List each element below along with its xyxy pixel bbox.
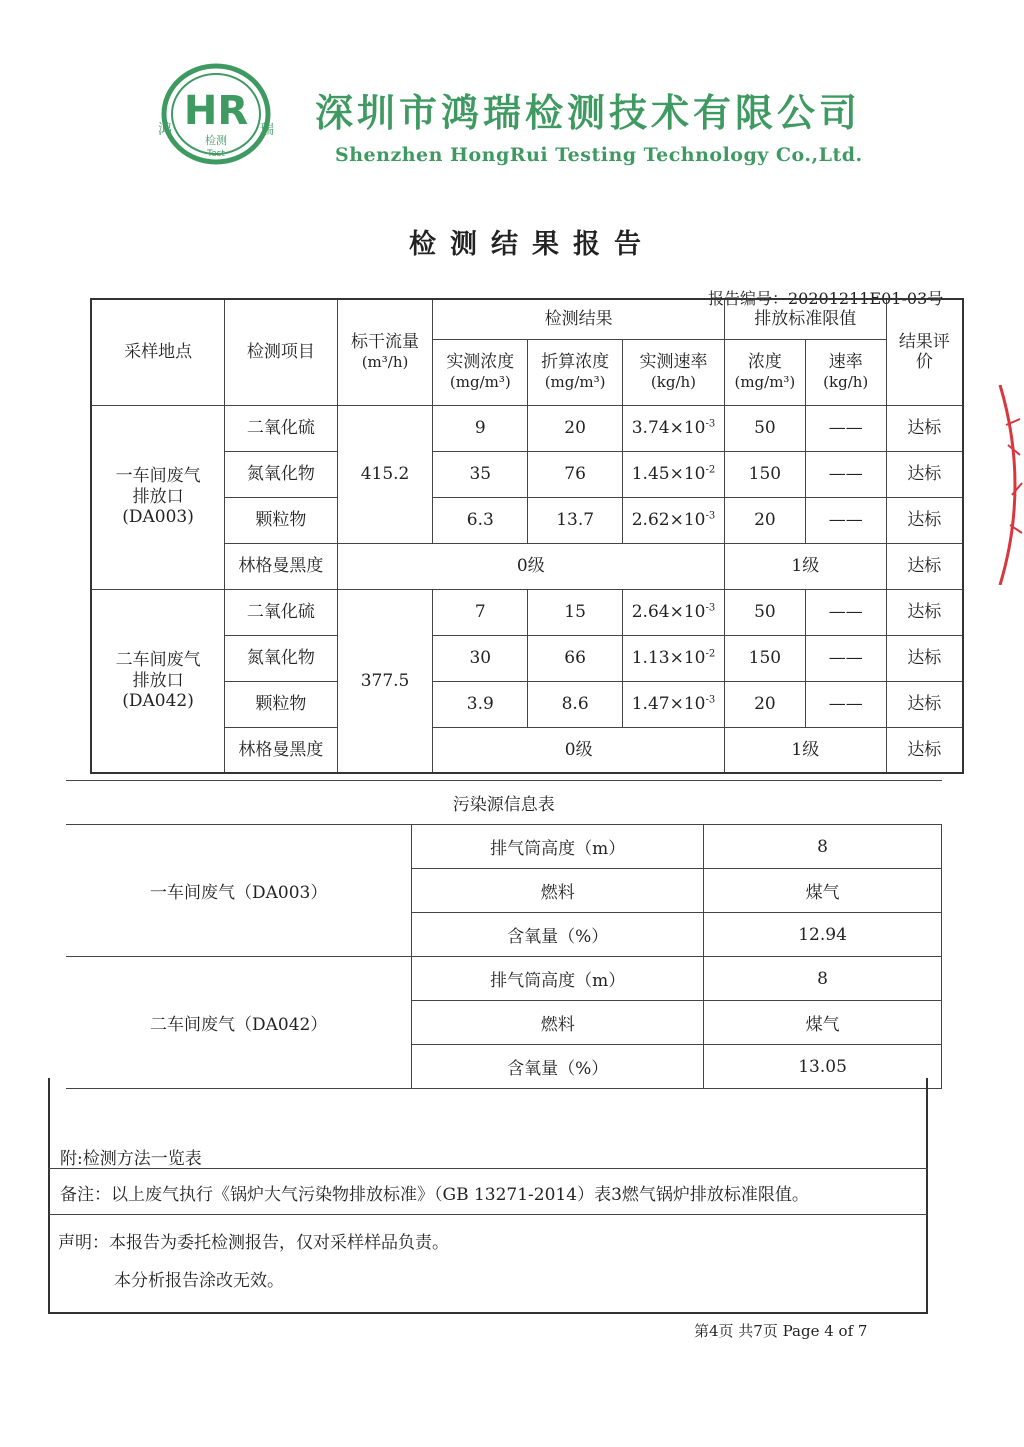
limit-conc-cell: 20 xyxy=(724,681,805,727)
item-cell: 氮氧化物 xyxy=(225,635,337,681)
red-stamp xyxy=(990,385,1024,585)
converted-cell: 20 xyxy=(528,405,623,451)
header-measured-rate: 实测速率 (kg/h) xyxy=(623,339,725,405)
item-cell: 林格曼黑度 xyxy=(225,727,337,773)
header-limit-rate: 速率 (kg/h) xyxy=(805,339,886,405)
measured-cell: 35 xyxy=(433,451,528,497)
header-limit: 排放标准限值 xyxy=(724,299,886,339)
remark-note: 备注：以上废气执行《锅炉大气污染物排放标准》（GB 13271-2014）表3燃气锅炉排放标准限值。 xyxy=(60,1185,809,1205)
converted-cell: 13.7 xyxy=(528,497,623,543)
eval-cell: 达标 xyxy=(886,451,963,497)
measured-cell: 9 xyxy=(433,405,528,451)
item-cell: 二氧化硫 xyxy=(225,405,337,451)
eval-cell: 达标 xyxy=(886,589,963,635)
site-cell: 二车间废气 排放口 (DA042) xyxy=(91,589,225,773)
eval-cell: 达标 xyxy=(886,727,963,773)
page-footer: 第4页 共7页 Page 4 of 7 xyxy=(694,1322,868,1340)
header-site: 采样地点 xyxy=(91,299,225,405)
source-label-cell: 排气筒高度（m） xyxy=(412,957,704,1001)
item-cell: 颗粒物 xyxy=(225,497,337,543)
limit-rate-cell: —— xyxy=(805,451,886,497)
company-name-en: Shenzhen HongRui Testing Technology Co.,Ltd. xyxy=(335,144,863,166)
source-table-title: 污染源信息表 xyxy=(66,781,942,825)
source-value-cell: 8 xyxy=(704,957,942,1001)
limit-rate-cell: —— xyxy=(805,635,886,681)
rate-cell: $1.13\times 10^{-2}$ xyxy=(623,635,725,681)
header-eval: 结果评价 xyxy=(886,299,963,405)
blackness-result-cell: 0级 xyxy=(337,543,724,589)
statement-note: 声明：本报告为委托检测报告，仅对采样样品负责。 xyxy=(58,1233,449,1253)
logo-left-char: 鸿 xyxy=(158,122,172,138)
logo-sub-cn: 检测 xyxy=(205,134,227,147)
limit-rate-cell: —— xyxy=(805,589,886,635)
source-value-cell: 13.05 xyxy=(704,1045,942,1089)
source-value-cell: 12.94 xyxy=(704,913,942,957)
source-value-cell: 煤气 xyxy=(704,869,942,913)
rate-cell: $2.64\times 10^{-3}$ xyxy=(623,589,725,635)
logo-hr: HR xyxy=(183,88,249,134)
header-limit-conc: 浓度 (mg/m³) xyxy=(724,339,805,405)
limit-conc-cell: 20 xyxy=(724,497,805,543)
rate-cell: $1.47\times 10^{-3}$ xyxy=(623,681,725,727)
converted-cell: 8.6 xyxy=(528,681,623,727)
rate-cell: $3.74\times 10^{-3}$ xyxy=(623,405,725,451)
header-flow: 标干流量 (m³/h) xyxy=(337,299,433,405)
logo-sub-en: Test xyxy=(207,149,225,159)
flow-cell: 377.5 xyxy=(337,589,433,773)
limit-rate-cell: —— xyxy=(805,681,886,727)
source-label-cell: 排气筒高度（m） xyxy=(412,825,704,869)
report-number: 报告编号：20201211E01-03号 xyxy=(708,289,944,308)
results-table xyxy=(90,298,964,774)
limit-conc-cell: 150 xyxy=(724,451,805,497)
converted-cell: 66 xyxy=(528,635,623,681)
rate-cell: $1.45\times 10^{-2}$ xyxy=(623,451,725,497)
source-label-cell: 含氧量（%） xyxy=(412,1045,704,1089)
converted-cell: 15 xyxy=(528,589,623,635)
item-cell: 二氧化硫 xyxy=(225,589,337,635)
header-measured-conc: 实测浓度 (mg/m³) xyxy=(433,339,528,405)
company-name-cn: 深圳市鸿瑞检测技术有限公司 xyxy=(315,90,862,135)
blackness-result-cell: 0级 xyxy=(433,727,725,773)
eval-cell: 达标 xyxy=(886,497,963,543)
source-name-cell: 一车间废气（DA003） xyxy=(66,825,412,957)
source-label-cell: 燃料 xyxy=(412,869,704,913)
appendix-note: 附:检测方法一览表 xyxy=(60,1149,202,1169)
source-info-table xyxy=(66,780,942,1089)
item-cell: 颗粒物 xyxy=(225,681,337,727)
measured-cell: 3.9 xyxy=(433,681,528,727)
eval-cell: 达标 xyxy=(886,543,963,589)
header-item: 检测项目 xyxy=(225,299,337,405)
header-results: 检测结果 xyxy=(433,299,725,339)
header-converted-conc: 折算浓度 (mg/m³) xyxy=(528,339,623,405)
measured-cell: 30 xyxy=(433,635,528,681)
source-label-cell: 含氧量（%） xyxy=(412,913,704,957)
eval-cell: 达标 xyxy=(886,405,963,451)
source-name-cell: 二车间废气（DA042） xyxy=(66,957,412,1089)
site-cell: 一车间废气 排放口 (DA003) xyxy=(91,405,225,589)
limit-conc-cell: 50 xyxy=(724,589,805,635)
table-row xyxy=(91,405,963,451)
table-row xyxy=(66,957,942,1001)
table-row xyxy=(91,589,963,635)
item-cell: 林格曼黑度 xyxy=(225,543,337,589)
source-value-cell: 8 xyxy=(704,825,942,869)
statement-note-2: 本分析报告涂改无效。 xyxy=(114,1271,284,1291)
divider xyxy=(48,1168,928,1169)
flow-cell: 415.2 xyxy=(337,405,433,543)
measured-cell: 7 xyxy=(433,589,528,635)
report-title: 检测结果报告 xyxy=(409,229,655,260)
limit-rate-cell: —— xyxy=(805,497,886,543)
table-row xyxy=(66,825,942,869)
company-logo xyxy=(150,60,282,172)
rate-cell: $2.62\times 10^{-3}$ xyxy=(623,497,725,543)
source-label-cell: 燃料 xyxy=(412,1001,704,1045)
converted-cell: 76 xyxy=(528,451,623,497)
blackness-limit-cell: 1级 xyxy=(724,543,886,589)
logo-right-char: 瑞 xyxy=(260,122,274,138)
limit-rate-cell: —— xyxy=(805,405,886,451)
limit-conc-cell: 150 xyxy=(724,635,805,681)
divider xyxy=(48,1214,928,1215)
source-value-cell: 煤气 xyxy=(704,1001,942,1045)
eval-cell: 达标 xyxy=(886,681,963,727)
blackness-limit-cell: 1级 xyxy=(724,727,886,773)
limit-conc-cell: 50 xyxy=(724,405,805,451)
eval-cell: 达标 xyxy=(886,635,963,681)
measured-cell: 6.3 xyxy=(433,497,528,543)
item-cell: 氮氧化物 xyxy=(225,451,337,497)
